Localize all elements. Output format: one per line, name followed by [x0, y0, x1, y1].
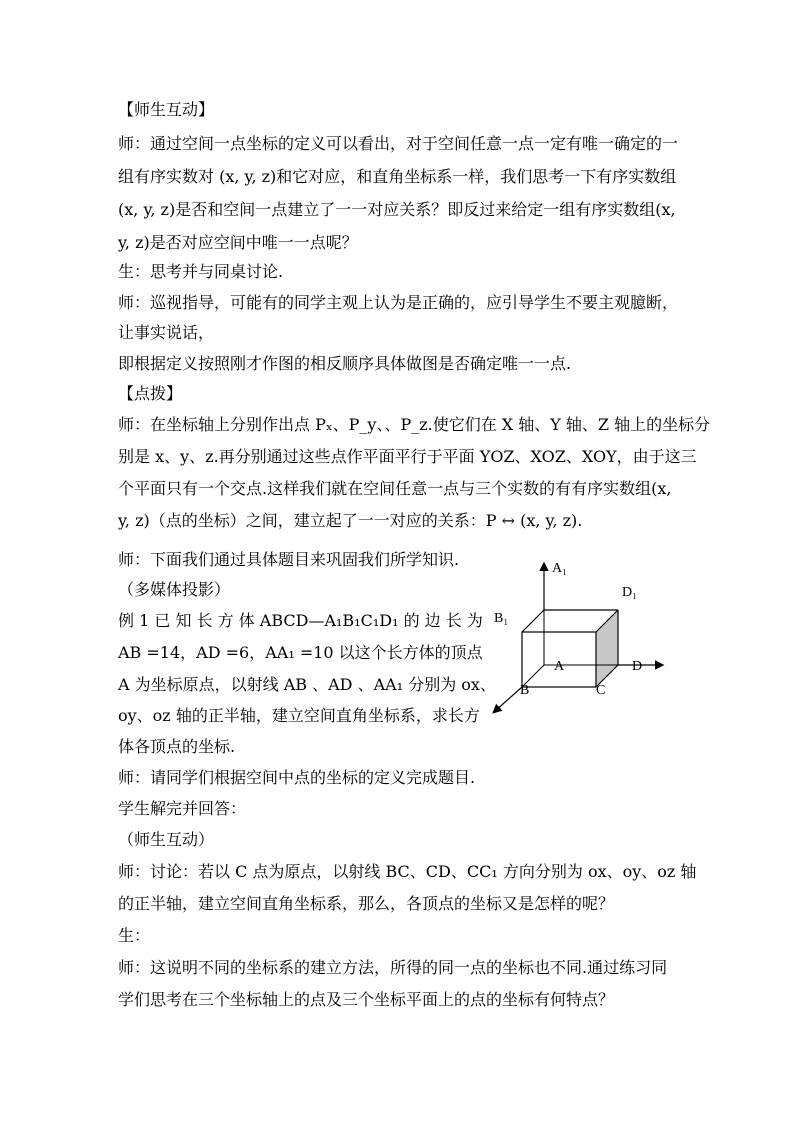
top-back-edge	[522, 610, 544, 632]
paragraph-line: 师：巡视指导，可能有的同学主观上认为是正确的，应引导学生不要主观臆断，	[118, 293, 679, 312]
heading-teacher-student-interaction: 【师生互动】	[118, 100, 215, 119]
x-axis	[494, 687, 522, 712]
paragraph-line: 组有序实数对 (x, y, z)和它对应，和直角坐标系一样，我们思考一下有序实数组	[118, 167, 677, 186]
paragraph-line: 生：思考并与同桌讨论.	[118, 262, 284, 281]
paragraph-line: y, z)是否对应空间中唯一一点呢？	[118, 233, 358, 252]
example-line: oy、oz 轴的正半轴，建立空间直角坐标系，求长方	[118, 706, 480, 725]
example-line: A 为坐标原点，以射线 AB 、AD 、AA₁ 分别为 ox、	[118, 675, 496, 694]
label-b: B	[520, 683, 530, 698]
paragraph-line: (x, y, z)是否和空间一点建立了一一对应关系？即反过来给定一组有序实数组(x,	[118, 200, 676, 219]
paragraph-line: 师：下面我们通过具体题目来巩固我们所学知识.	[118, 550, 460, 569]
paragraph-line: 师：这说明不同的坐标系的建立方法，所得的同一点的坐标也不同.通过练习同	[118, 958, 668, 977]
label-a1: A₁	[552, 561, 567, 576]
paragraph-line: 别是 x、y、z.再分别通过这些点作平面平行于平面 YOZ、XOZ、XOY，由于这三	[118, 447, 697, 466]
paragraph-line: 师：通过空间一点坐标的定义可以看出，对于空间任意一点一定有唯一确定的一	[118, 134, 679, 153]
paragraph-line: y, z)（点的坐标）之间，建立起了一一对应的关系：P ↔ (x, y, z).	[118, 511, 583, 530]
paragraph-line: 让事实说话，	[118, 323, 215, 342]
paragraph-line: 生：	[118, 926, 151, 945]
paragraph-line: 的正半轴，建立空间直角坐标系，那么，各顶点的坐标又是怎样的呢？	[118, 894, 615, 913]
paragraph-line: 个平面只有一个交点.这样我们就在空间任意一点与三个实数的有有序实数组(x,	[118, 479, 672, 498]
paragraph-line: 学生解完并回答：	[118, 799, 247, 818]
example-line: 例 1 已 知 长 方 体 ABCD—A₁B₁C₁D₁ 的 边 长 为	[118, 611, 483, 630]
paragraph-line: 学们思考在三个坐标轴上的点及三个坐标平面上的点的坐标有何特点？	[118, 990, 615, 1009]
cuboid-coordinate-figure	[486, 556, 676, 716]
example-line: 体各顶点的坐标.	[118, 737, 236, 756]
label-c: C	[596, 683, 606, 698]
paragraph-line: （师生互动）	[118, 830, 215, 849]
paragraph-line: 师：在坐标轴上分别作出点 Pₓ、P_y、、P_z.使它们在 X 轴、Y 轴、Z 轴上的坐标分	[118, 415, 711, 434]
label-a: A	[554, 659, 565, 674]
label-d1: D₁	[622, 585, 637, 600]
paragraph-line: （多媒体投影）	[118, 580, 231, 599]
paragraph-line: 师：请同学们根据空间中点的坐标的定义完成题目.	[118, 768, 476, 787]
paragraph-line: 即根据定义按照刚才作图的相反顺序具体做图是否确定唯一一点.	[118, 354, 572, 373]
heading-key-point: 【点拨】	[118, 384, 183, 403]
label-b1: B₁	[494, 611, 509, 626]
paragraph-line: 师：讨论：若以 C 点为原点，以射线 BC、CD、CC₁ 方向分别为 ox、oy、oz 轴	[118, 862, 697, 881]
label-d: D	[632, 659, 643, 674]
example-line: AB =14，AD =6，AA₁ =10 以这个长方体的顶点	[118, 643, 483, 662]
